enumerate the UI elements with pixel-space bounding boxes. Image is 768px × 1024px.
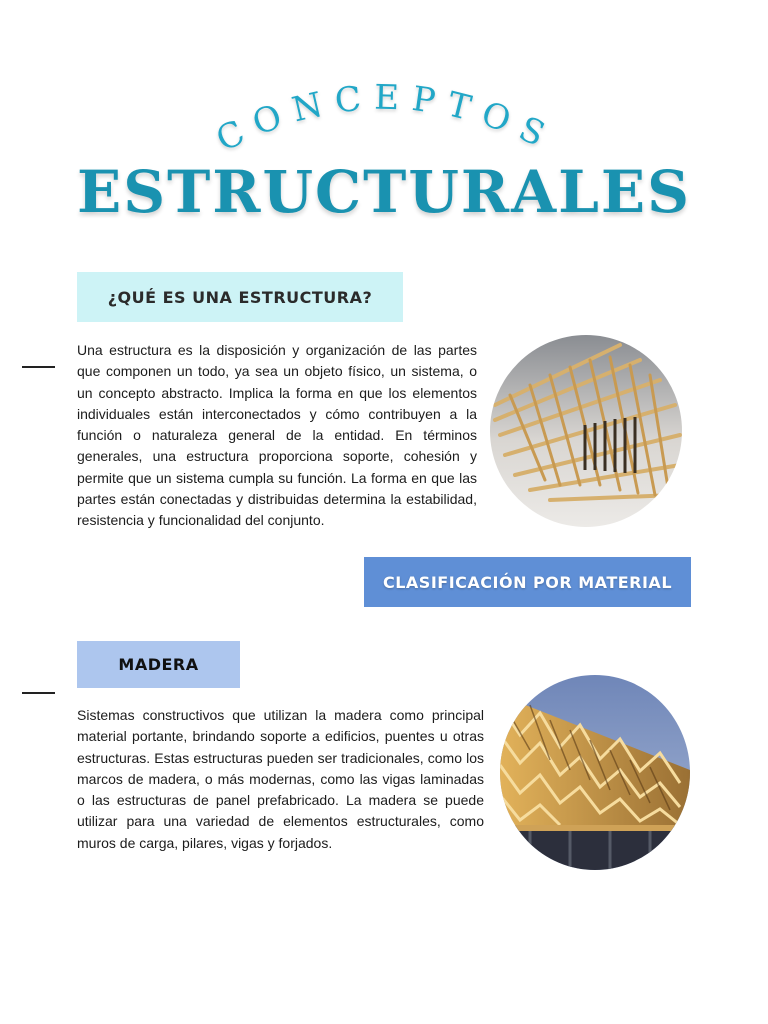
wooden-building-photo <box>500 675 690 870</box>
structure-model-photo <box>490 335 682 527</box>
classification-heading-label <box>364 557 691 607</box>
page-title: ESTRUCTURALES <box>76 158 691 226</box>
wood-paragraph: Sistemas constructivos que utilizan la madera como principal material portante, brindando soporte a edificios, puentes u otras estructuras. Estas estructuras pueden ser tradicionales, como los marcos de madera, o más modernas, como las vigas laminadas o las estructuras de panel prefabricado. La madera se puede utilizar para una variedad de elementos estructurales, como muros de carga, pilares, vigas y forjados. <box>77 707 484 851</box>
wood-heading-text: MADERA <box>118 655 199 674</box>
conceptos-text: CONCEPTOS <box>210 77 562 161</box>
svg-text:CONCEPTOS <box>210 78 562 160</box>
structure-heading-label <box>77 272 403 322</box>
classification-heading-text: CLASIFICACIÓN POR MATERIAL <box>382 572 673 592</box>
divider-line <box>22 692 55 694</box>
conceptos-arc-heading <box>0 60 768 170</box>
wood-heading-label <box>77 641 240 688</box>
structure-heading-text: ¿QUÉ ES UNA ESTRUCTURA? <box>107 287 373 307</box>
structure-paragraph: Una estructura es la disposición y organización de las partes que componen un todo, ya sea un objeto físico, un sistema, o un concepto abstracto. Implica la forma en que los elementos individuales están interconectados y cómo contribuyen a la función o naturaleza general de la entidad. En términos generales, una estructura proporciona soporte, cohesión y permite que un sistema cumpla su función. La forma en que las partes están conectadas y distribuidas determina la estabilidad, resistencia y funcionalidad del conjunto. <box>77 342 477 529</box>
divider-line <box>22 366 55 368</box>
